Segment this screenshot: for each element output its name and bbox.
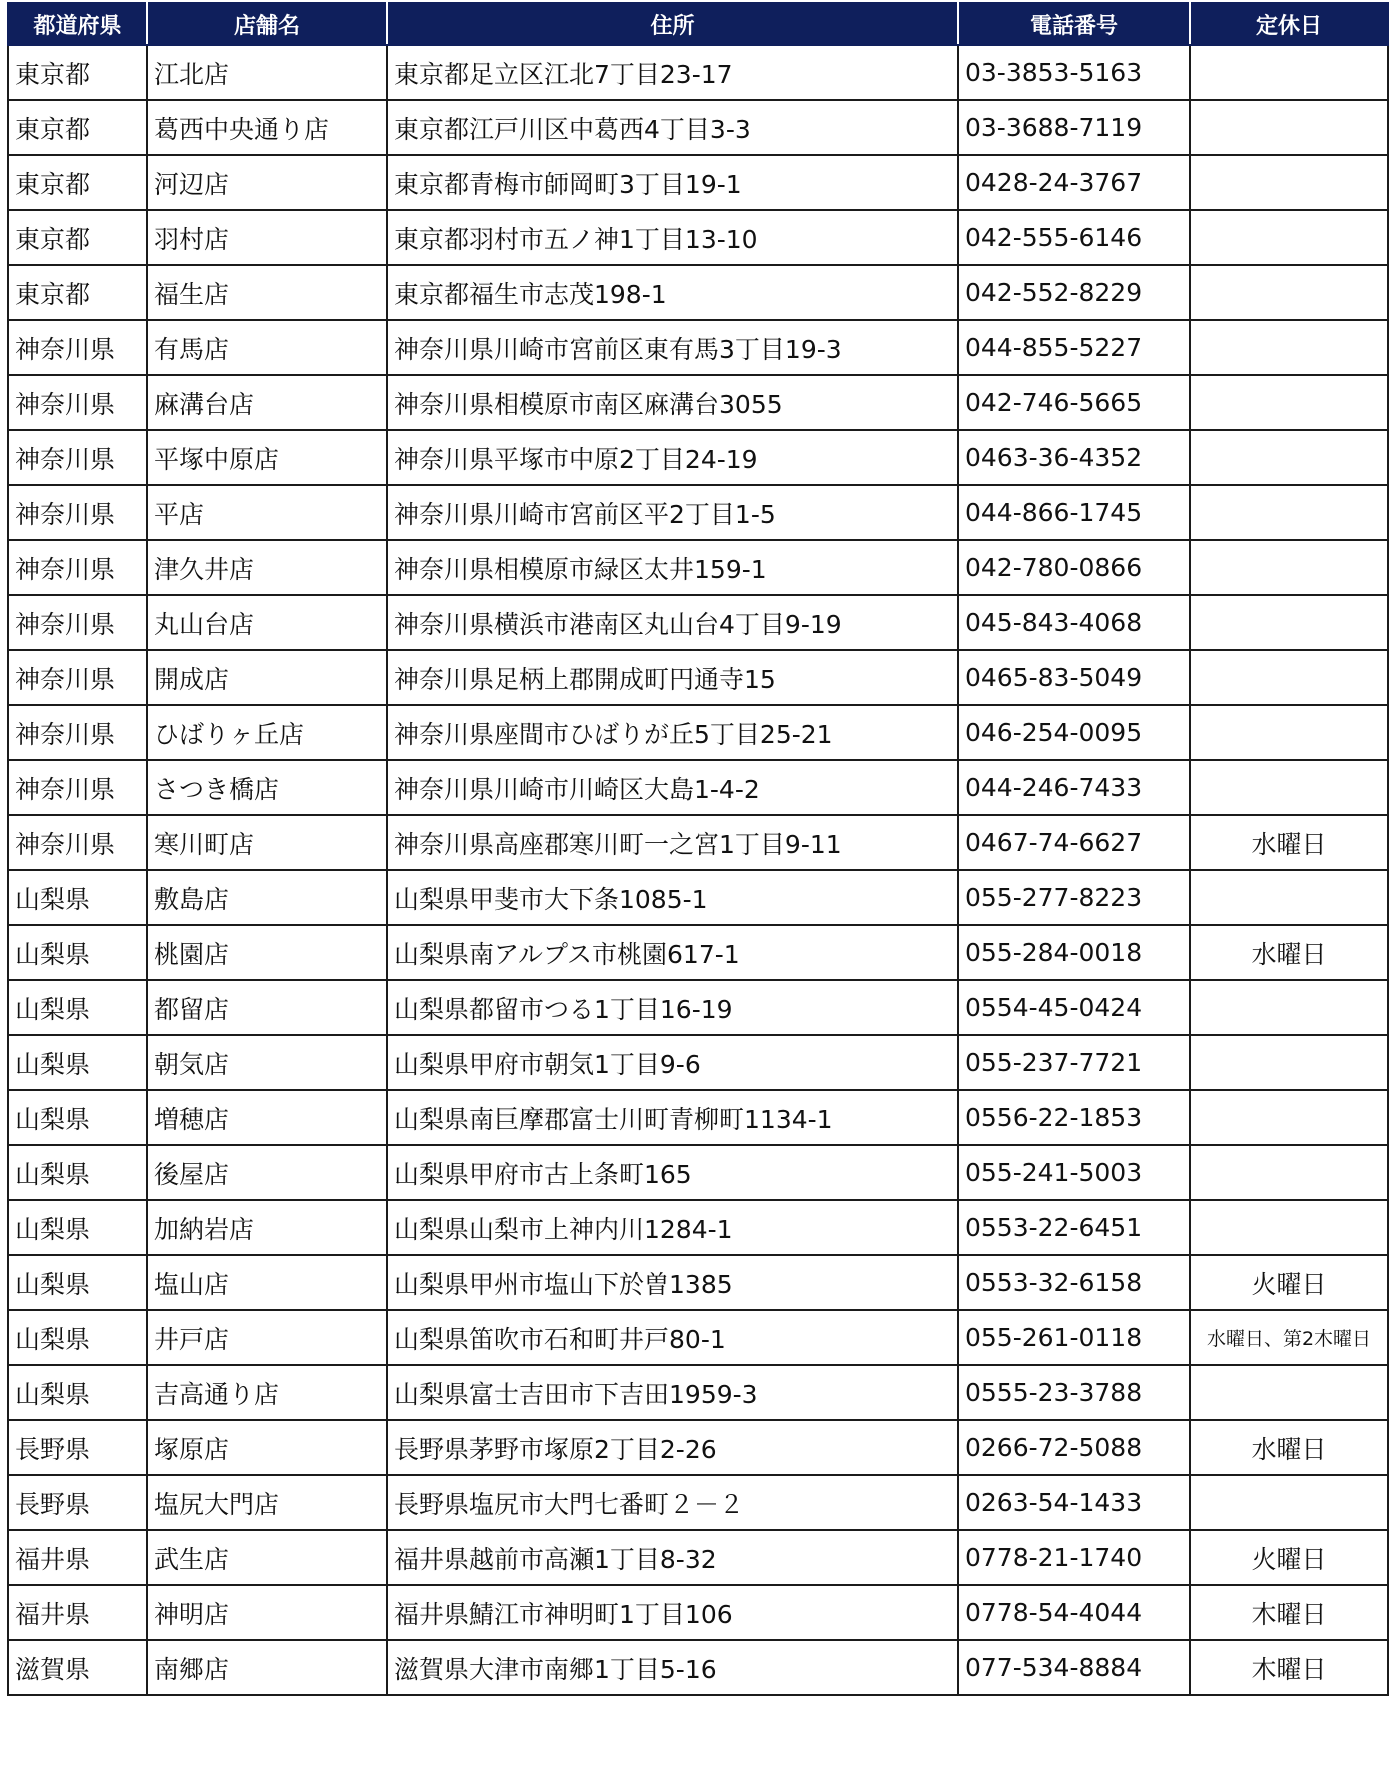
cell-holiday [1190, 595, 1388, 650]
cell-address: 長野県塩尻市大門七番町２－２ [387, 1475, 958, 1530]
table-row [8, 265, 1388, 320]
cell-holiday [1190, 1090, 1388, 1145]
table-row [8, 925, 1388, 980]
cell-phone: 055-261-0118 [958, 1310, 1190, 1365]
cell-store-name: 都留店 [147, 980, 387, 1035]
cell-address: 山梨県甲府市朝気1丁目9-6 [387, 1035, 958, 1090]
table-row [8, 155, 1388, 210]
cell-holiday: 火曜日 [1190, 1255, 1388, 1310]
cell-phone: 03-3853-5163 [958, 45, 1190, 100]
cell-prefecture: 神奈川県 [8, 485, 147, 540]
cell-phone: 0266-72-5088 [958, 1420, 1190, 1475]
cell-holiday [1190, 1200, 1388, 1255]
cell-address: 長野県茅野市塚原2丁目2-26 [387, 1420, 958, 1475]
cell-prefecture: 山梨県 [8, 1035, 147, 1090]
cell-address: 神奈川県足柄上郡開成町円通寺15 [387, 650, 958, 705]
table-header [8, 3, 1388, 45]
cell-address: 神奈川県川崎市宮前区平2丁目1-5 [387, 485, 958, 540]
cell-holiday: 木曜日 [1190, 1640, 1388, 1695]
cell-phone: 042-555-6146 [958, 210, 1190, 265]
cell-phone: 0467-74-6627 [958, 815, 1190, 870]
table-row [8, 1640, 1388, 1695]
cell-holiday [1190, 1475, 1388, 1530]
cell-holiday [1190, 265, 1388, 320]
cell-address: 神奈川県座間市ひばりが丘5丁目25-21 [387, 705, 958, 760]
cell-store-name: 塩山店 [147, 1255, 387, 1310]
cell-holiday: 木曜日 [1190, 1585, 1388, 1640]
cell-prefecture: 山梨県 [8, 1145, 147, 1200]
table-row [8, 210, 1388, 265]
table-row [8, 320, 1388, 375]
table-row [8, 1310, 1388, 1365]
cell-store-name: 葛西中央通り店 [147, 100, 387, 155]
cell-holiday: 水曜日 [1190, 925, 1388, 980]
cell-store-name: さつき橋店 [147, 760, 387, 815]
cell-store-name: 吉高通り店 [147, 1365, 387, 1420]
header-phone: 電話番号 [958, 3, 1190, 45]
cell-store-name: 塩尻大門店 [147, 1475, 387, 1530]
cell-store-name: 増穂店 [147, 1090, 387, 1145]
table-row [8, 1255, 1388, 1310]
cell-store-name: 福生店 [147, 265, 387, 320]
cell-phone: 042-746-5665 [958, 375, 1190, 430]
cell-holiday [1190, 320, 1388, 375]
cell-address: 神奈川県川崎市川崎区大島1-4-2 [387, 760, 958, 815]
cell-store-name: ひばりヶ丘店 [147, 705, 387, 760]
cell-phone: 0556-22-1853 [958, 1090, 1190, 1145]
table-row [8, 1475, 1388, 1530]
cell-holiday [1190, 1035, 1388, 1090]
cell-address: 神奈川県高座郡寒川町一之宮1丁目9-11 [387, 815, 958, 870]
cell-phone: 077-534-8884 [958, 1640, 1190, 1695]
table-row [8, 100, 1388, 155]
table-row [8, 980, 1388, 1035]
cell-phone: 044-855-5227 [958, 320, 1190, 375]
header-prefecture: 都道府県 [8, 3, 147, 45]
cell-prefecture: 神奈川県 [8, 320, 147, 375]
cell-prefecture: 山梨県 [8, 1090, 147, 1145]
cell-prefecture: 山梨県 [8, 870, 147, 925]
cell-prefecture: 山梨県 [8, 980, 147, 1035]
cell-address: 福井県鯖江市神明町1丁目106 [387, 1585, 958, 1640]
cell-address: 山梨県甲斐市大下条1085-1 [387, 870, 958, 925]
cell-phone: 0263-54-1433 [958, 1475, 1190, 1530]
cell-address: 神奈川県相模原市緑区太井159-1 [387, 540, 958, 595]
cell-holiday [1190, 540, 1388, 595]
cell-prefecture: 長野県 [8, 1420, 147, 1475]
cell-holiday [1190, 430, 1388, 485]
cell-store-name: 開成店 [147, 650, 387, 705]
cell-store-name: 羽村店 [147, 210, 387, 265]
cell-store-name: 井戸店 [147, 1310, 387, 1365]
cell-prefecture: 山梨県 [8, 1200, 147, 1255]
cell-phone: 044-866-1745 [958, 485, 1190, 540]
cell-store-name: 南郷店 [147, 1640, 387, 1695]
table-row [8, 45, 1388, 100]
table-row [8, 485, 1388, 540]
cell-store-name: 塚原店 [147, 1420, 387, 1475]
cell-store-name: 平塚中原店 [147, 430, 387, 485]
table-row [8, 1145, 1388, 1200]
cell-store-name: 寒川町店 [147, 815, 387, 870]
table-row [8, 595, 1388, 650]
header-store-name: 店舗名 [147, 3, 387, 45]
cell-phone: 0778-21-1740 [958, 1530, 1190, 1585]
cell-store-name: 桃園店 [147, 925, 387, 980]
cell-prefecture: 神奈川県 [8, 540, 147, 595]
cell-holiday: 水曜日 [1190, 815, 1388, 870]
cell-phone: 0778-54-4044 [958, 1585, 1190, 1640]
cell-phone: 055-277-8223 [958, 870, 1190, 925]
cell-holiday [1190, 1365, 1388, 1420]
cell-phone: 0465-83-5049 [958, 650, 1190, 705]
cell-prefecture: 神奈川県 [8, 595, 147, 650]
cell-phone: 055-241-5003 [958, 1145, 1190, 1200]
cell-phone: 0554-45-0424 [958, 980, 1190, 1035]
cell-address: 東京都羽村市五ノ神1丁目13-10 [387, 210, 958, 265]
cell-store-name: 江北店 [147, 45, 387, 100]
cell-phone: 0428-24-3767 [958, 155, 1190, 210]
cell-prefecture: 山梨県 [8, 1310, 147, 1365]
cell-address: 東京都福生市志茂198-1 [387, 265, 958, 320]
cell-store-name: 敷島店 [147, 870, 387, 925]
header-address: 住所 [387, 3, 958, 45]
table-row [8, 815, 1388, 870]
cell-store-name: 麻溝台店 [147, 375, 387, 430]
table-row [8, 375, 1388, 430]
cell-prefecture: 山梨県 [8, 1255, 147, 1310]
cell-prefecture: 山梨県 [8, 925, 147, 980]
cell-prefecture: 神奈川県 [8, 760, 147, 815]
cell-phone: 055-237-7721 [958, 1035, 1190, 1090]
table-body [8, 45, 1388, 1695]
cell-holiday [1190, 485, 1388, 540]
cell-prefecture: 長野県 [8, 1475, 147, 1530]
cell-store-name: 神明店 [147, 1585, 387, 1640]
table-row [8, 1365, 1388, 1420]
cell-prefecture: 滋賀県 [8, 1640, 147, 1695]
cell-holiday [1190, 210, 1388, 265]
table-row [8, 1200, 1388, 1255]
table-row [8, 650, 1388, 705]
table-row [8, 760, 1388, 815]
table-row [8, 1090, 1388, 1145]
cell-holiday [1190, 1145, 1388, 1200]
cell-holiday: 水曜日、第2木曜日 [1190, 1310, 1388, 1365]
cell-holiday [1190, 155, 1388, 210]
cell-store-name: 平店 [147, 485, 387, 540]
cell-phone: 03-3688-7119 [958, 100, 1190, 155]
cell-prefecture: 東京都 [8, 265, 147, 320]
cell-store-name: 津久井店 [147, 540, 387, 595]
cell-holiday [1190, 980, 1388, 1035]
cell-prefecture: 神奈川県 [8, 650, 147, 705]
cell-address: 神奈川県相模原市南区麻溝台3055 [387, 375, 958, 430]
cell-address: 山梨県南アルプス市桃園617-1 [387, 925, 958, 980]
table-row [8, 1530, 1388, 1585]
cell-address: 山梨県都留市つる1丁目16-19 [387, 980, 958, 1035]
cell-prefecture: 神奈川県 [8, 375, 147, 430]
cell-phone: 055-284-0018 [958, 925, 1190, 980]
cell-address: 神奈川県平塚市中原2丁目24-19 [387, 430, 958, 485]
cell-address: 東京都青梅市師岡町3丁目19-1 [387, 155, 958, 210]
cell-address: 山梨県甲州市塩山下於曽1385 [387, 1255, 958, 1310]
header-holiday: 定休日 [1190, 3, 1388, 45]
cell-phone: 0463-36-4352 [958, 430, 1190, 485]
table-row [8, 1585, 1388, 1640]
cell-store-name: 河辺店 [147, 155, 387, 210]
cell-store-name: 有馬店 [147, 320, 387, 375]
table-row [8, 870, 1388, 925]
cell-phone: 042-780-0866 [958, 540, 1190, 595]
cell-phone: 045-843-4068 [958, 595, 1190, 650]
cell-holiday [1190, 100, 1388, 155]
cell-address: 山梨県南巨摩郡富士川町青柳町1134-1 [387, 1090, 958, 1145]
cell-holiday [1190, 650, 1388, 705]
cell-phone: 0553-22-6451 [958, 1200, 1190, 1255]
cell-prefecture: 神奈川県 [8, 430, 147, 485]
cell-phone: 0555-23-3788 [958, 1365, 1190, 1420]
cell-phone: 042-552-8229 [958, 265, 1190, 320]
cell-store-name: 朝気店 [147, 1035, 387, 1090]
cell-phone: 0553-32-6158 [958, 1255, 1190, 1310]
cell-phone: 044-246-7433 [958, 760, 1190, 815]
cell-prefecture: 東京都 [8, 155, 147, 210]
cell-store-name: 加納岩店 [147, 1200, 387, 1255]
header-row [8, 3, 1388, 45]
cell-store-name: 武生店 [147, 1530, 387, 1585]
cell-holiday [1190, 705, 1388, 760]
cell-holiday [1190, 375, 1388, 430]
table-row [8, 540, 1388, 595]
cell-holiday [1190, 870, 1388, 925]
cell-address: 山梨県笛吹市石和町井戸80-1 [387, 1310, 958, 1365]
cell-holiday [1190, 45, 1388, 100]
table-row [8, 705, 1388, 760]
cell-address: 神奈川県川崎市宮前区東有馬3丁目19-3 [387, 320, 958, 375]
table-row [8, 430, 1388, 485]
cell-holiday: 火曜日 [1190, 1530, 1388, 1585]
cell-address: 山梨県富士吉田市下吉田1959-3 [387, 1365, 958, 1420]
cell-store-name: 後屋店 [147, 1145, 387, 1200]
cell-address: 山梨県甲府市古上条町165 [387, 1145, 958, 1200]
table-row [8, 1420, 1388, 1475]
cell-address: 東京都江戸川区中葛西4丁目3-3 [387, 100, 958, 155]
cell-address: 神奈川県横浜市港南区丸山台4丁目9-19 [387, 595, 958, 650]
cell-prefecture: 東京都 [8, 210, 147, 265]
cell-prefecture: 山梨県 [8, 1365, 147, 1420]
cell-prefecture: 東京都 [8, 100, 147, 155]
cell-address: 福井県越前市高瀬1丁目8-32 [387, 1530, 958, 1585]
cell-prefecture: 福井県 [8, 1530, 147, 1585]
table-row [8, 1035, 1388, 1090]
cell-address: 山梨県山梨市上神内川1284-1 [387, 1200, 958, 1255]
cell-store-name: 丸山台店 [147, 595, 387, 650]
cell-prefecture: 神奈川県 [8, 815, 147, 870]
cell-prefecture: 福井県 [8, 1585, 147, 1640]
cell-address: 滋賀県大津市南郷1丁目5-16 [387, 1640, 958, 1695]
cell-address: 東京都足立区江北7丁目23-17 [387, 45, 958, 100]
cell-prefecture: 東京都 [8, 45, 147, 100]
cell-phone: 046-254-0095 [958, 705, 1190, 760]
cell-holiday: 水曜日 [1190, 1420, 1388, 1475]
cell-holiday [1190, 760, 1388, 815]
store-list-table [7, 2, 1389, 1696]
cell-prefecture: 神奈川県 [8, 705, 147, 760]
